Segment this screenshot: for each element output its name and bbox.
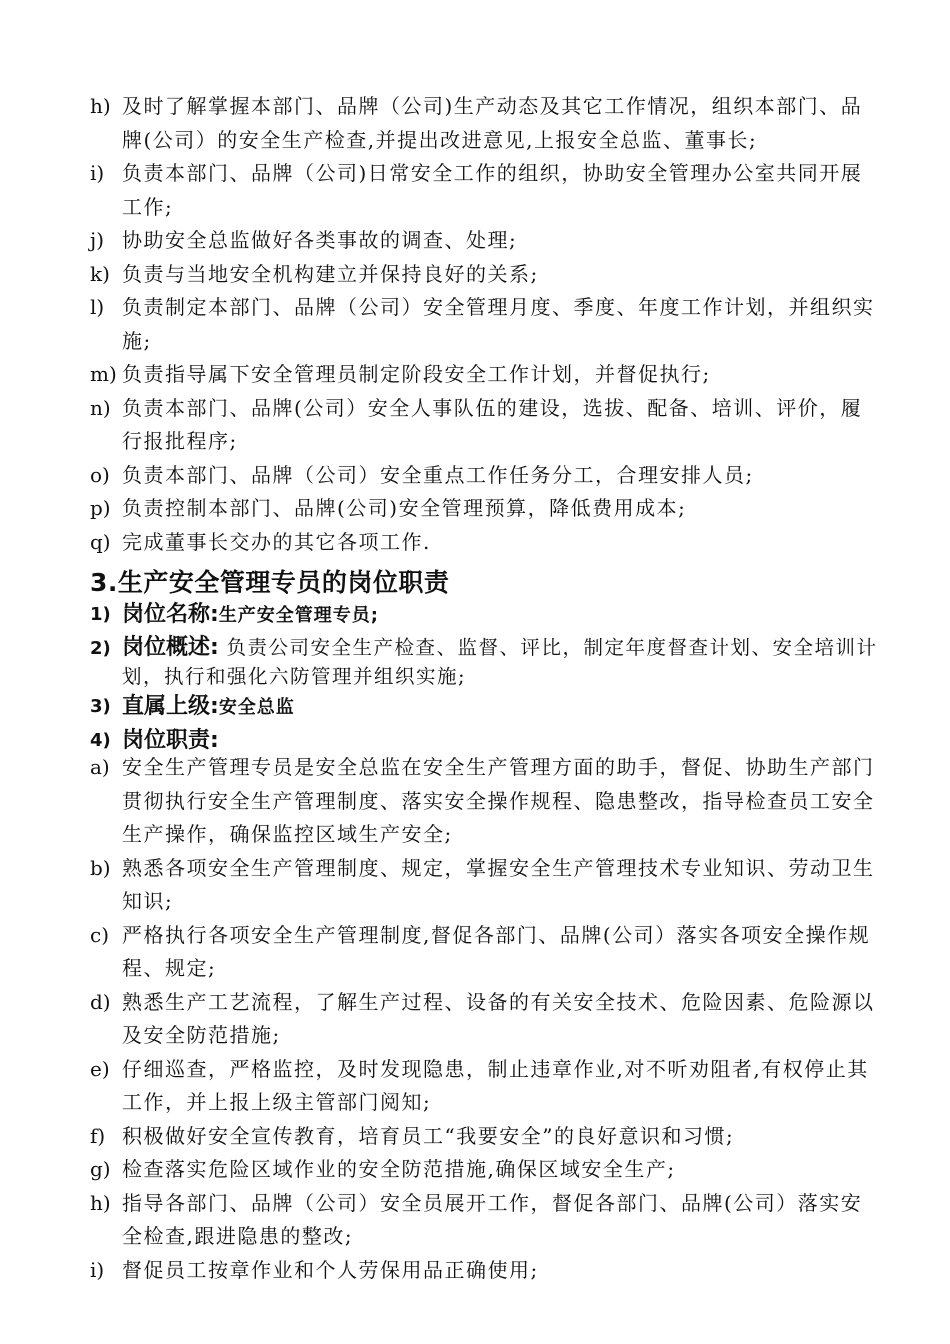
item-marker: n) — [90, 395, 111, 420]
list-item — [90, 526, 880, 560]
field-value: 安全总监 — [218, 697, 295, 718]
item-marker: i) — [90, 161, 105, 185]
list-item — [90, 852, 880, 919]
list-item — [90, 157, 880, 224]
item-text: 熟悉生产工艺流程，了解生产过程、设备的有关安全技术、危险因素、危险源以及安全防范措施; — [122, 989, 875, 1047]
item-text: 负责制定本部门、品牌（公司）安全管理月度、季度、年度工作计划，并组织实施; — [122, 295, 875, 353]
field-marker: 3) — [90, 696, 111, 717]
field-value: 生产安全管理专员; — [218, 605, 380, 626]
field-marker: 2) — [90, 638, 111, 659]
item-marker: e) — [90, 1056, 110, 1081]
list-item — [90, 1187, 880, 1254]
item-marker: a) — [90, 755, 110, 779]
list-item — [90, 1254, 880, 1288]
list-item — [90, 358, 880, 392]
duties-list — [90, 751, 880, 1287]
list-item — [90, 224, 880, 258]
list-item — [90, 751, 880, 852]
item-marker: g) — [90, 1157, 111, 1181]
item-text: 负责本部门、品牌（公司)日常安全工作的组织，协助安全管理办公室共同开展工作; — [122, 161, 863, 219]
list-item — [90, 392, 880, 459]
list-item — [90, 986, 880, 1053]
item-text: 负责本部门、品牌（公司）安全重点工作任务分工，合理安排人员; — [122, 462, 754, 487]
item-marker: d) — [90, 989, 111, 1014]
field-position-name — [90, 600, 880, 631]
field-label: 岗位概述: — [122, 635, 219, 660]
item-marker: b) — [90, 855, 111, 880]
item-marker: q) — [90, 529, 111, 554]
item-text: 指导各部门、品牌（公司）安全员展开工作，督促各部门、品牌(公司）落实安全检查,跟进隐患的整改; — [122, 1190, 863, 1248]
item-text: 完成董事长交办的其它各项工作. — [122, 529, 431, 554]
list-item — [90, 919, 880, 986]
item-text: 积极做好安全宣传教育，培育员工“我要安全”的良好意识和习惯; — [122, 1123, 735, 1148]
item-marker: p) — [90, 496, 111, 520]
field-label: 岗位名称: — [122, 602, 219, 627]
item-marker: l) — [90, 295, 105, 319]
item-text: 负责控制本部门、品牌(公司)安全管理预算，降低费用成本; — [122, 496, 687, 520]
item-text: 负责指导属下安全管理员制定阶段安全工作计划，并督促执行; — [122, 362, 711, 386]
item-text: 熟悉各项安全生产管理制度、规定，掌握安全生产管理技术专业知识、劳动卫生知识; — [122, 855, 875, 913]
list-item — [90, 492, 880, 526]
item-marker: f) — [90, 1123, 106, 1148]
item-text: 督促员工按章作业和个人劳保用品正确使用; — [122, 1257, 539, 1282]
item-text: 负责与当地安全机构建立并保持良好的关系; — [122, 261, 539, 286]
item-text: 及时了解掌握本部门、品牌（公司)生产动态及其它工作情况，组织本部门、品牌(公司）的安全生产检查,并提出改进意见,上报安全总监、董事长; — [122, 94, 863, 152]
item-marker: o) — [90, 462, 110, 487]
item-marker: m) — [90, 362, 117, 386]
list-item — [90, 459, 880, 493]
section-heading: 3.生产安全管理专员的岗位职责 — [90, 568, 450, 597]
item-marker: j) — [90, 228, 105, 252]
field-direct-superior — [90, 692, 880, 723]
item-text: 仔细巡查，严格监控，及时发现隐患，制止违章作业,对不听劝阻者,有权停止其工作，并上报上级主管部门阅知; — [122, 1056, 869, 1114]
field-marker: 1) — [90, 604, 111, 625]
field-label: 直属上级: — [122, 694, 219, 719]
item-text: 协助安全总监做好各类事故的调查、处理; — [122, 228, 518, 252]
list-item — [90, 258, 880, 292]
list-item — [90, 291, 880, 358]
item-text: 安全生产管理专员是安全总监在安全生产管理方面的助手，督促、协助生产部门贯彻执行安全生产管理制度、落实安全操作规程、隐患整改，指导检查员工安全生产操作，确保监控区域生产安全; — [122, 755, 875, 846]
item-marker: i) — [90, 1257, 105, 1282]
list-item — [90, 1053, 880, 1120]
item-marker: h) — [90, 1190, 111, 1215]
list-item — [90, 1153, 880, 1187]
item-marker: k) — [90, 261, 110, 286]
field-position-overview — [90, 634, 880, 692]
item-text: 严格执行各项安全生产管理制度,督促各部门、品牌(公司）落实各项安全操作规程、规定; — [122, 922, 871, 980]
item-text: 负责本部门、品牌(公司）安全人事队伍的建设，选拔、配备、培训、评价，履行报批程序; — [122, 395, 863, 453]
item-marker: c) — [90, 922, 110, 947]
item-text: 检查落实危险区域作业的安全防范措施,确保区域安全生产; — [122, 1157, 676, 1181]
list-item — [90, 90, 880, 157]
field-marker: 4) — [90, 730, 111, 751]
item-marker: h) — [90, 94, 111, 118]
duties-list-continued — [90, 90, 880, 559]
field-label: 岗位职责: — [122, 728, 219, 753]
field-value: 负责公司安全生产检查、监督、评比，制定年度督查计划、安全培训计划，执行和强化六防管理并组织实施; — [122, 636, 878, 688]
list-item — [90, 1120, 880, 1154]
